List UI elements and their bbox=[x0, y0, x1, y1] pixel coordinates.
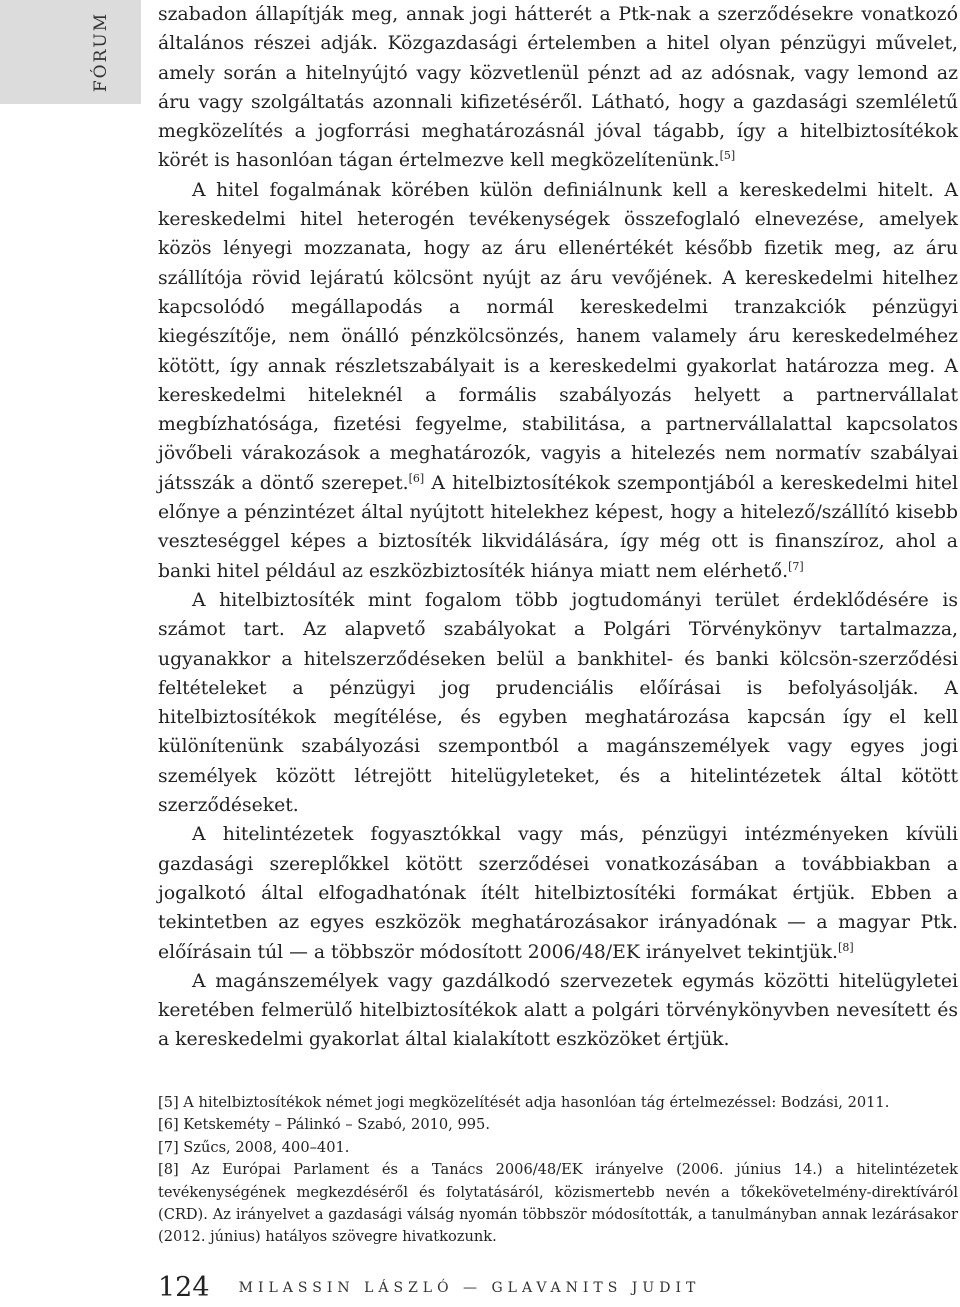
body-paragraph bbox=[158, 586, 958, 820]
paragraph-text: A hitelbiztosíték mint fogalom több jogtudományi terület érdeklődésére is számot tart. Az alapvető szabályokat a Polgári Törvénykönyv tartalmazza, ugyanakkor a hitelszerződéseken belül a bankhitel- és banki kölcsön-szerződési feltételeket a pénzügyi jog prudenciális előírásai is befolyásolják. A hitelbiztosítékok megítélése, és egyben meghatározása kapcsán így el kell különítenünk szabályozási szempontból a magánszemélyek vagy egyes jogi személyek között létrejött hitelügyleteket, és a hitelintézetek által kötött szerződéseket. bbox=[158, 589, 958, 817]
footnote-marker[interactable]: [6] bbox=[408, 471, 425, 485]
footnotes bbox=[158, 1092, 958, 1249]
footnote-item: [7] Szűcs, 2008, 400–401. bbox=[158, 1138, 350, 1156]
body-paragraph bbox=[158, 176, 958, 586]
section-label: FÓRUM bbox=[91, 11, 111, 93]
paragraph-text: A magánszemélyek vagy gazdálkodó szervezetek egymás közötti hitelügyletei keretében felmerülő hitelbiztosítékok alatt a polgári törvénykönyvben nevesített és a kereskedelmi gyakorlat által kialakított eszközöket értjük. bbox=[158, 970, 958, 1051]
body-paragraph bbox=[158, 820, 958, 966]
paragraph-text: szabadon állapítják meg, annak jogi hátterét a Ptk-nak a szerződésekre vonatkozó általános részei adják. Közgazdasági értelemben a hitel olyan pénzügyi művelet, amely során a hitelnyújtó vagy közvetlenül pénzt ad az adósnak, vagy lemond az áru vagy szolgáltatás azonnali kifizetéséről. Látható, hogy a gazdasági szemléletű megközelítés a jogforrási meghatározásnál jóval tágabb, így a hitelbiztosítékok körét is hasonlóan tágan értelmezve kell megközelítenünk. bbox=[158, 4, 958, 172]
paragraph-text: A hitel fogalmának körében külön definiálnunk kell a kereskedelmi hitelt. A kereskedelmi hitel heterogén tevékenységek összefoglaló elnevezése, amelyek közös lényegi mozzanata, hogy az áru ellenértékét később fizetik meg, az áru szállítója rövid lejáratú kölcsönt nyújt az áru vevőjének. A kereskedelmi hitelhez kapcsolódó megállapodás a normál kereskedelmi tranzakciók pénzügyi kiegészítője, nem önálló pénzkölcsönzés, hanem valamely áru kereskedelméhez kötött, így annak részletszabályait is a kereskedelmi gyakorlat határozza meg. A kereskedelmi hiteleknél a formális szabályozás helyett a partnervállalat megbízhatósága, fizetési fegyelme, stabilitása, a partnervállalattal kapcsolatos jövőbeli várakozások a meghatározók, vagyis a hitelezés nem normatív szabályai játsszák a döntő szerepet. bbox=[158, 179, 958, 494]
footnote-marker[interactable]: [5] bbox=[719, 149, 736, 163]
body-paragraph bbox=[158, 967, 958, 1055]
paragraph-text: A hitelbiztosítékok szempontjából a kereskedelmi hitel előnye a pénzintézet által nyújtott hitelekhez képest, hogy a hitelező/szállító kisebb veszteséggel képes a biztosíték likvidálására, így még ott is finanszíroz, ahol a banki hitel például az eszközbiztosíték hiánya miatt nem elérhető. bbox=[158, 472, 958, 582]
section-tab bbox=[0, 0, 141, 104]
footnote-item: [8] Az Európai Parlament és a Tanács 2006/48/EK irányelve (2006. június 14.) a hitelintézetek tevékenységének megkezdéséről és folytatásáról, közismertebb nevén a tőkekövetelmény-direktíváról (CRD). Az irányelvet a gazdasági válság nyomán többször módosították, a tanulmányban annak lezárásakor (2012. június) hatályos szövegre hivatkozunk. bbox=[158, 1161, 958, 1246]
paragraph-text: A hitelintézetek fogyasztókkal vagy más, pénzügyi intézményeken kívüli gazdasági szereplőkkel kötött szerződései vonatkozásában a továbbiakban a jogalkotó által elfogadhatónak ítélt hitelbiztosítéki formákat értjük. Ebben a tekintetben az egyes eszközök meghatározásakor irányadónak — a magyar Ptk. előírásain túl — a többször módosított 2006/48/EK irányelvet tekintjük. bbox=[158, 824, 958, 963]
footnote-marker[interactable]: [7] bbox=[788, 559, 804, 573]
footnote-marker[interactable]: [8] bbox=[838, 940, 854, 954]
footnote-item: [6] Ketskeméty – Pálinkó – Szabó, 2010, 995. bbox=[158, 1116, 490, 1134]
running-author-line: MILASSIN LÁSZLÓ — GLAVANITS JUDIT bbox=[238, 1279, 701, 1296]
page-number: 124 bbox=[158, 1272, 210, 1303]
page-footer bbox=[158, 1272, 700, 1303]
article-body bbox=[158, 0, 958, 1055]
footnote-item: [5] A hitelbiztosítékok német jogi megközelítését adja hasonlóan tág értelmezéssel: Bodzási, 2011. bbox=[158, 1094, 890, 1111]
body-paragraph bbox=[158, 0, 958, 176]
